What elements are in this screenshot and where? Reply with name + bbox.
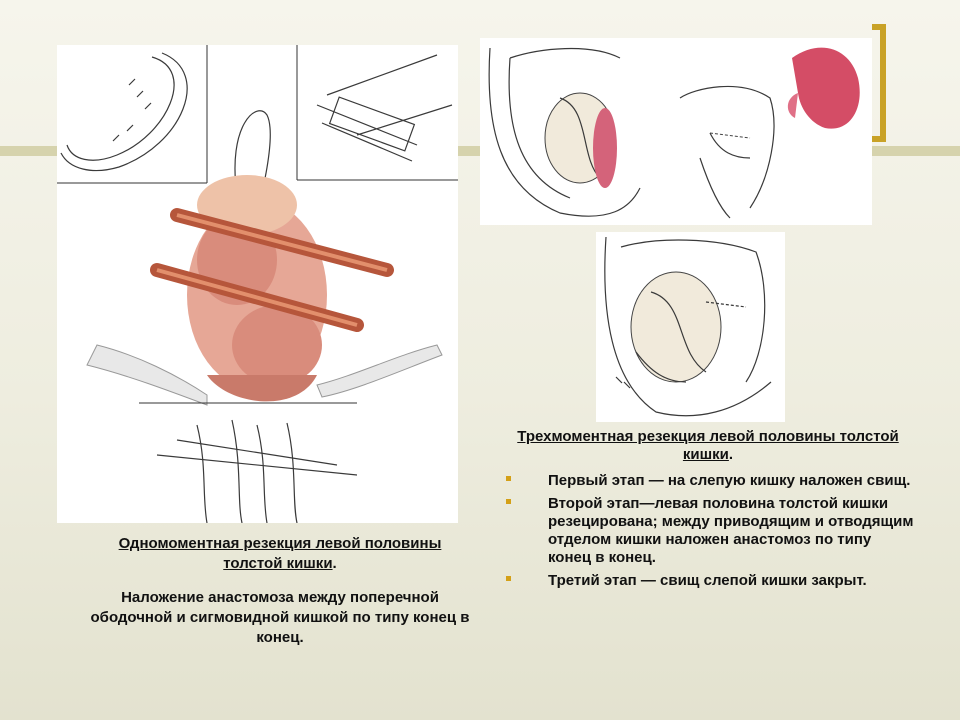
three-stage-title: Трехмоментная резекция левой половины толстой кишки xyxy=(517,428,899,463)
single-stage-title: Одномоментная резекция левой половины толстой кишки xyxy=(118,535,442,572)
single-stage-title-suffix: . xyxy=(332,555,337,572)
three-stage-final-drawing xyxy=(596,232,785,422)
three-stage-top-drawing xyxy=(480,38,872,225)
three-stage-caption xyxy=(498,428,918,595)
step-text-1: Первый этап — на слепую кишку наложен свищ. xyxy=(548,472,911,489)
step-item-3 xyxy=(498,572,918,590)
three-stage-top-illustration xyxy=(480,38,872,225)
step-item-2 xyxy=(498,495,918,567)
three-stage-title-suffix: . xyxy=(728,446,734,463)
single-stage-caption-title xyxy=(90,534,470,574)
three-stage-steps-list xyxy=(498,472,918,590)
bracket-decoration xyxy=(872,24,886,142)
single-stage-resection-illustration xyxy=(57,45,458,523)
single-stage-drawing xyxy=(57,45,458,523)
three-stage-caption-title xyxy=(498,428,918,464)
square-bullet-icon xyxy=(506,476,511,481)
single-stage-description: Наложение анастомоза между поперечной ободочной и сигмовидной кишкой по типу конец в конец. xyxy=(90,589,470,646)
three-stage-final-illustration xyxy=(596,232,785,422)
step-text-3: Третий этап — свищ слепой кишки закрыт. xyxy=(548,572,867,589)
square-bullet-icon xyxy=(506,499,511,504)
square-bullet-icon xyxy=(506,576,511,581)
single-stage-caption xyxy=(90,534,470,648)
step-text-2: Второй этап—левая половина толстой кишки резецирована; между приводящим и отводящим отделом кишки наложен анастомоз по типу конец в конец. xyxy=(548,495,914,566)
step-item-1 xyxy=(498,472,918,490)
